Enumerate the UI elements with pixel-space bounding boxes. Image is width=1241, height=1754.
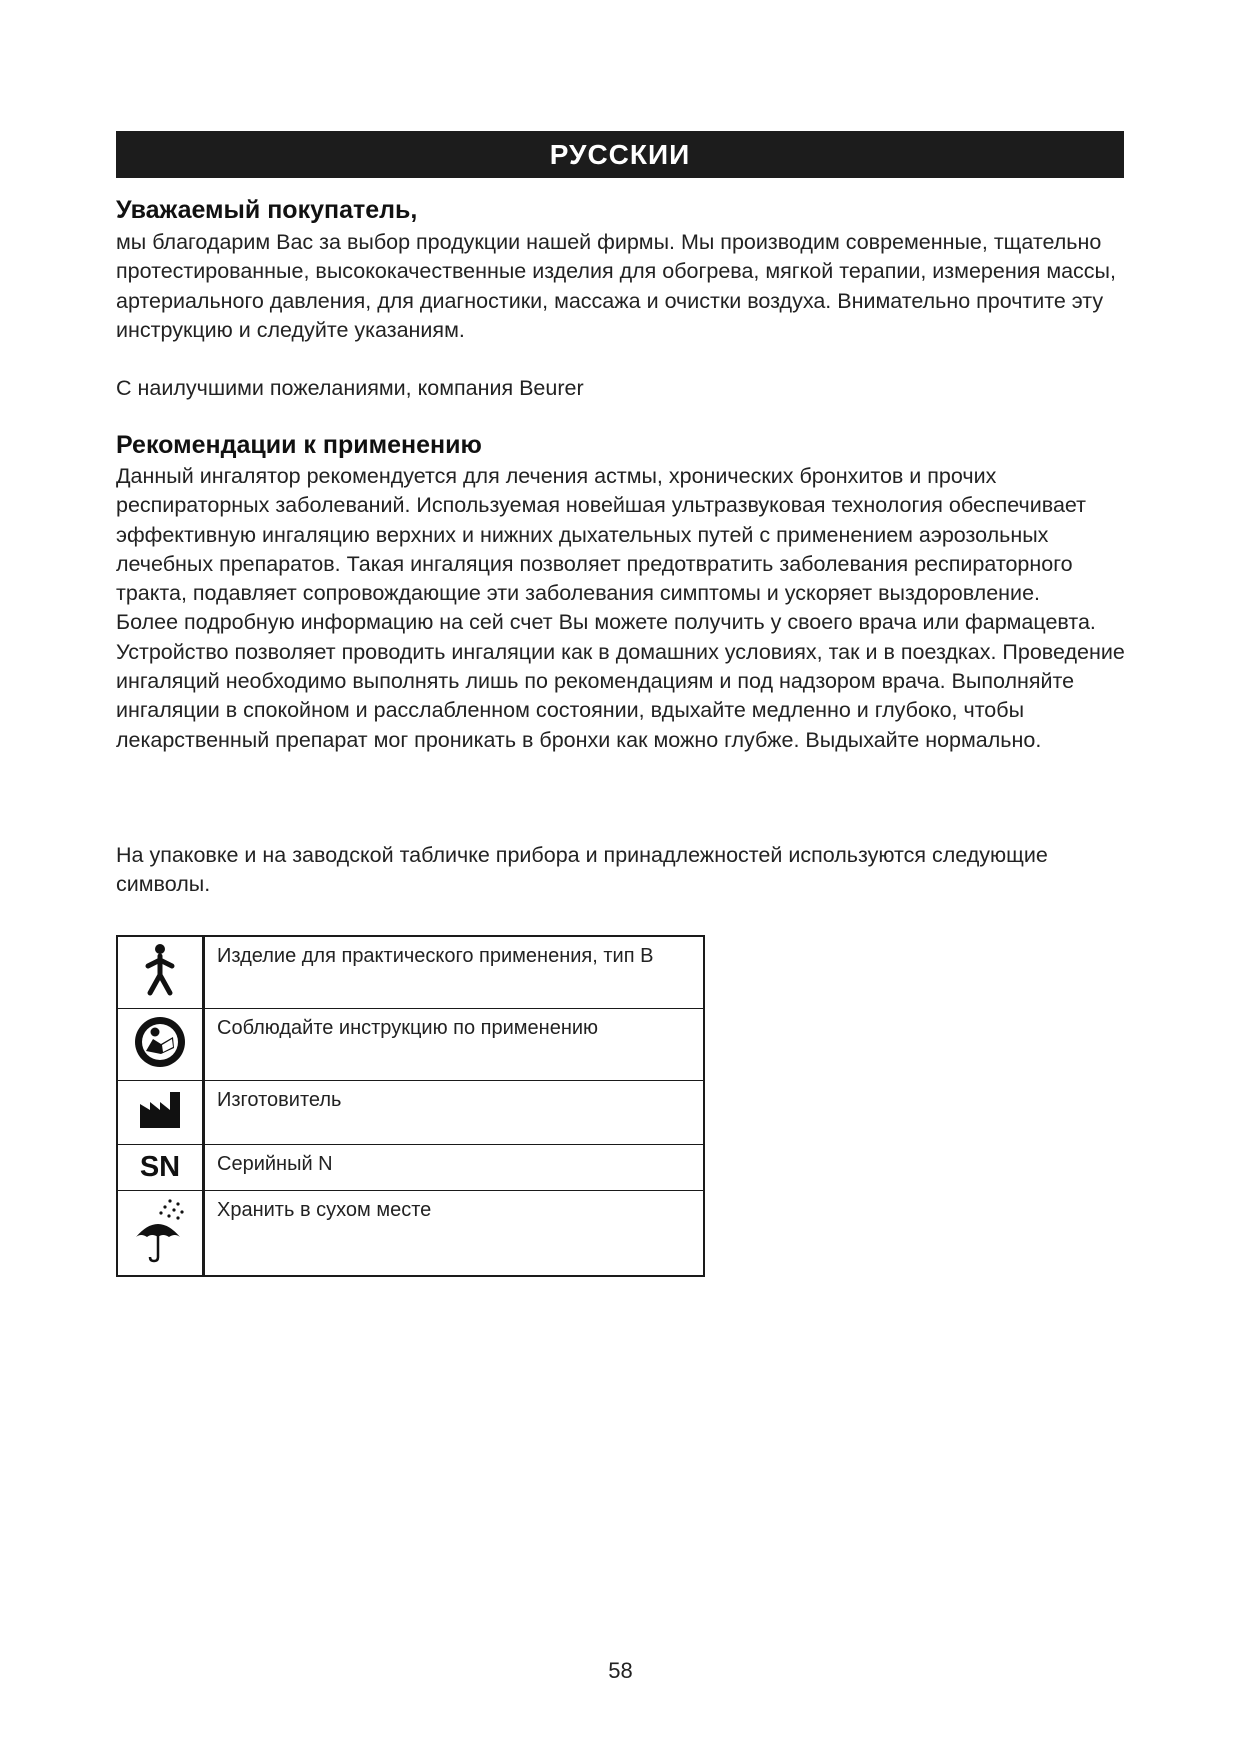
symbol-icon-cell (117, 1008, 204, 1080)
recommendations-paragraph-2: Более подробную информацию на сей счет Вы можете получить у своего врача или фармацевта. Устройство позволяет проводить ингаляции как в домашних условиях, так и в поездках. Проведение ингаляций необходимо выполнять лишь по рекомендациям и под надзором врача. Выполняйте ингаляции в спокойном и расслабленном состоянии, вдыхайте медленно и глубоко, чтобы лекарственный препарат мог проникать в бронхи как можно глубже. Выдыхайте нормально. (116, 610, 1125, 752)
greeting-title: Уважаемый покупатель, (116, 196, 418, 224)
symbol-text: Хранить в сухом месте (204, 1190, 705, 1276)
recommendations-body (116, 462, 1126, 755)
symbol-row (117, 1144, 704, 1190)
symbol-icon-cell (117, 1080, 204, 1144)
symbol-text: Соблюдайте инструкцию по применению (204, 1008, 705, 1080)
symbol-icon-cell (117, 1144, 204, 1190)
keep-dry-umbrella-icon (132, 1197, 188, 1263)
symbol-row (117, 1190, 704, 1276)
symbol-text: Серийный N (204, 1144, 705, 1190)
symbol-row (117, 936, 704, 1008)
recommendations-paragraph-1: Данный ингалятор рекомендуется для лечения астмы, хронических бронхитов и прочих респираторных заболеваний. Используемая новейшая ультразвуковая технология обеспечивает эффективную ингаляцию верхних и нижних дыхательных путей с применением аэрозольных лечебных препаратов. Такая ингаляция позволяет предотвратить заболевания респираторного тракта, подавляет сопровождающие эти заболевания симптомы и ускоряет выздоровление. (116, 464, 1086, 606)
symbols-intro: На упаковке и на заводской табличке прибора и принадлежностей используются следующие символы. (116, 843, 1048, 897)
symbol-text: Изготовитель (204, 1080, 705, 1144)
symbol-icon-cell (117, 936, 204, 1008)
language-header-bar: РУССКИИ (116, 131, 1124, 178)
greeting-body: мы благодарим Вас за выбор продукции нашей фирмы. Мы производим современные, тщательно протестированные, высококачественные изделия для обогрева, мягкой терапии, измерения массы, артериального давления, для диагностики, массажа и очистки воздуха. Внимательно прочтите эту инструкцию и следуйте указаниям. (116, 230, 1116, 342)
symbol-row (117, 1080, 704, 1144)
greeting-signoff: С наилучшими пожеланиями, компания Beurer (116, 376, 584, 400)
symbol-text: Изделие для практического применения, тип B (204, 936, 705, 1008)
recommendations-title: Рекомендации к применению (116, 431, 482, 459)
page-number: 58 (608, 1658, 633, 1683)
symbol-row (117, 1008, 704, 1080)
symbols-table (116, 935, 705, 1277)
symbol-icon-cell (117, 1190, 204, 1276)
manufacturer-factory-icon (138, 1090, 182, 1130)
serial-number-icon: SN (139, 1150, 181, 1183)
read-instructions-icon (133, 1015, 187, 1069)
type-b-person-icon (140, 943, 180, 997)
